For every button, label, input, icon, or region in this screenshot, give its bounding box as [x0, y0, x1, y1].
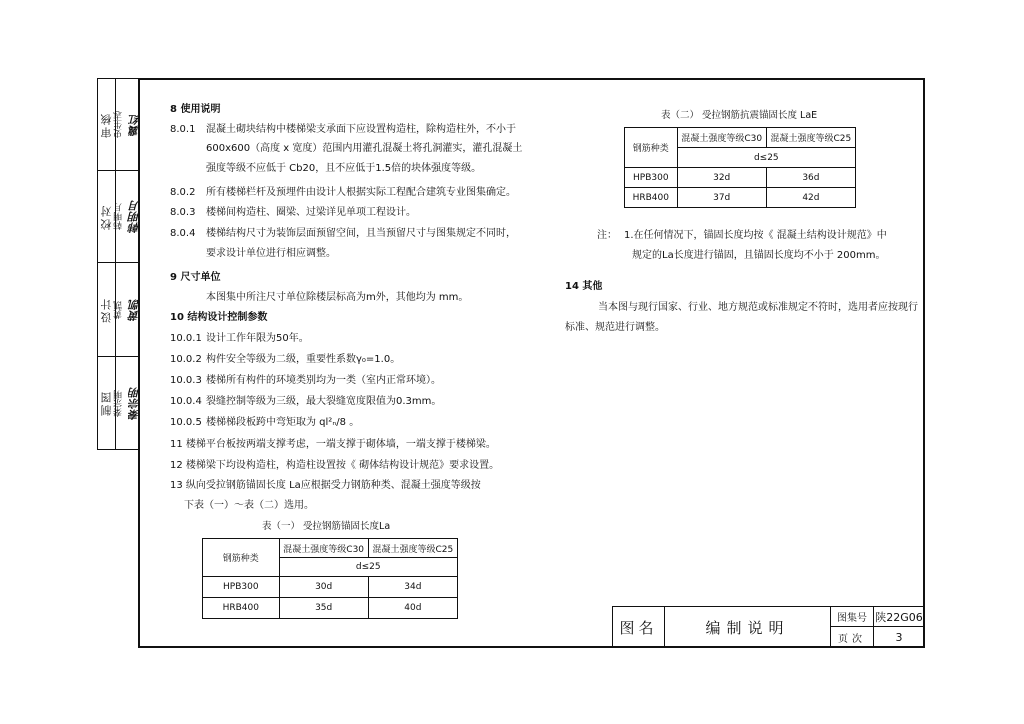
- note-8-0-2: 8.0.2 所有楼梯栏杆及预埋件由设计人根据实际工程配合建筑专业图集确定。: [170, 187, 516, 198]
- table-cell: HPB300: [203, 577, 280, 598]
- title-name-label: 图名: [613, 607, 665, 648]
- sidebar-names: 黄凯 黄凯: [113, 298, 141, 321]
- section-9-title: 9 尺寸单位: [170, 272, 221, 283]
- sidebar-role: 设计: [98, 263, 116, 356]
- note-10-0-5: 10.0.5 楼梯梯段板跨中弯矩取为 ql²ₙ/8 。: [170, 417, 360, 428]
- table2-col1-header: 混凝土强度等级C30: [677, 128, 766, 148]
- section-8-title: 8 使用说明: [170, 104, 221, 115]
- table-row: [625, 188, 856, 208]
- section-14-line1: 当本图与现行国家、行业、地方规范或标准规定不符时，选用者应按现行: [598, 302, 918, 313]
- sidebar-role: 审核: [98, 79, 116, 170]
- table2: [624, 127, 856, 208]
- table-cell: HRB400: [625, 188, 678, 208]
- sidebar-role: 制图: [98, 357, 116, 449]
- sidebar-names: 秦宗明 秦宗明: [113, 386, 141, 420]
- table1: [202, 538, 458, 619]
- table-row: [203, 577, 458, 598]
- table-cell: 32d: [677, 168, 766, 188]
- table-cell: 37d: [677, 188, 766, 208]
- table-cell: HPB300: [625, 168, 678, 188]
- note-10-0-3: 10.0.3 楼梯所有构件的环境类别均为一类（室内正常环境）。: [170, 375, 441, 386]
- note-10-0-1: 10.0.1 设计工作年限为50年。: [170, 333, 309, 344]
- title-block: [612, 606, 925, 648]
- note-8-0-1-line3: 强度等级不应低于 Cb20，且不应低于1.5倍的块体强度等级。: [206, 163, 482, 174]
- table2-subhead: d≤25: [677, 148, 855, 168]
- note-8-0-4-line2: 要求设计单位进行相应调整。: [206, 248, 336, 259]
- section-12: 12 楼梯梁下均设构造柱，构造柱设置按《 砌体结构设计规范》要求设置。: [170, 460, 500, 471]
- note-10-0-4: 10.0.4 裂缝控制等级为三级，最大裂缝宽度限值为0.3mm。: [170, 396, 442, 407]
- page-value: 3: [895, 631, 903, 644]
- table-cell: 34d: [368, 577, 457, 598]
- atlas-label: 图集号: [831, 607, 874, 627]
- section-14-line2: 标准、规范进行调整。: [565, 322, 665, 333]
- signature-sidebar: [97, 78, 139, 450]
- note-8-0-1-line2: 600x600（高度 x 宽度）范围内用灌孔混凝土将孔洞灌实，灌孔混凝土: [206, 143, 523, 154]
- table1-subhead: d≤25: [279, 558, 457, 577]
- note-1-line2: 规定的La长度进行锚固，且锚固长度均不小于 200mm。: [632, 250, 886, 261]
- note-8-0-1: 8.0.1 混凝土砌块结构中楼梯梁支承面下应设置构造柱，除构造柱外，不小于: [170, 124, 516, 135]
- table-cell: 40d: [368, 598, 457, 619]
- table1-col1-header: 混凝土强度等级C30: [279, 539, 368, 558]
- table2-col2-header: 混凝土强度等级C25: [766, 128, 855, 148]
- section-13-line2: 下表（一）～表（二）选用。: [184, 500, 314, 511]
- note-label: 注：: [597, 230, 617, 241]
- page-label: 页次: [831, 627, 874, 648]
- section-10-title: 10 结构设计控制参数: [170, 312, 268, 323]
- table-row: [625, 168, 856, 188]
- sidebar-row-check: [98, 171, 141, 263]
- table-cell: 35d: [279, 598, 368, 619]
- section-13: 13 纵向受拉钢筋锚固长度 La应根据受力钢筋种类、混凝土强度等级按: [170, 480, 481, 491]
- sidebar-row-draft: [98, 357, 141, 449]
- note-8-0-4: 8.0.4 楼梯结构尺寸为装饰层面预留空间，且当预留尺寸与图集规定不同时，: [170, 228, 516, 239]
- table1-col0-header: 钢筋种类: [203, 539, 280, 577]
- table1-caption: 表（一） 受拉钢筋锚固长度La: [262, 521, 391, 532]
- sidebar-row-design: [98, 263, 141, 357]
- section-14-title: 14 其他: [565, 281, 603, 292]
- sidebar-names: 韩明月 韩明月: [113, 200, 141, 233]
- note-10-0-2: 10.0.2 构件安全等级为二级，重要性系数γ₀=1.0。: [170, 354, 401, 365]
- table-cell: HRB400: [203, 598, 280, 619]
- drawing-title: 编制说明: [665, 607, 831, 648]
- section-9-text: 本图集中所注尺寸单位除楼层标高为m外，其他均为 mm。: [206, 292, 469, 303]
- table1-col2-header: 混凝土强度等级C25: [368, 539, 457, 558]
- table-cell: 42d: [766, 188, 855, 208]
- section-11: 11 楼梯平台板按两端支撑考虑，一端支撑于砌体墙，一端支撑于楼梯梁。: [170, 439, 496, 450]
- table-row: [203, 598, 458, 619]
- note-8-0-3: 8.0.3 楼梯间构造柱、圈梁、过梁详见单项工程设计。: [170, 207, 416, 218]
- sidebar-names: 史生志 冀红: [113, 111, 141, 138]
- table-cell: 30d: [279, 577, 368, 598]
- note-1-line1: 1.在任何情况下，锚固长度均按《 混凝土结构设计规范》中: [624, 230, 887, 241]
- sidebar-role: 校对: [98, 171, 116, 262]
- atlas-value: 陕22G06: [874, 607, 924, 627]
- sidebar-row-review: [98, 79, 141, 171]
- table2-caption: 表（二） 受拉钢筋抗震锚固长度 LaE: [661, 110, 818, 121]
- table-cell: 36d: [766, 168, 855, 188]
- table2-col0-header: 钢筋种类: [625, 128, 678, 168]
